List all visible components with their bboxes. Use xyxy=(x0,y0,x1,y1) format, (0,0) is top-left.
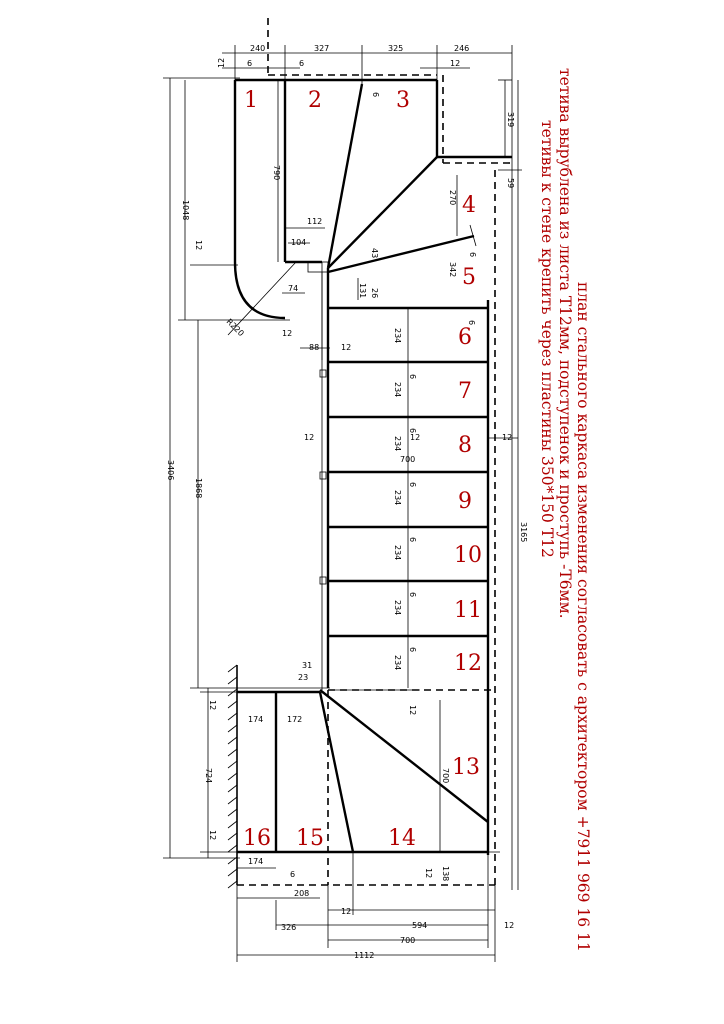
dim-label: 234 xyxy=(393,382,402,398)
dim-label: 6 xyxy=(299,59,305,68)
dim-label: 12 xyxy=(424,868,433,879)
dim-label: 790 xyxy=(272,165,281,181)
dim-label: 342 xyxy=(448,262,457,278)
step-number: 12 xyxy=(454,651,482,676)
step-number: 11 xyxy=(454,598,482,623)
step-numbers xyxy=(243,88,482,851)
dim-label: 172 xyxy=(287,715,303,724)
dim-label: 12 xyxy=(208,830,217,841)
dim-label: 234 xyxy=(393,655,402,671)
dim-label: 700 xyxy=(400,936,416,945)
post-plate xyxy=(308,262,328,272)
dim-label: 6 xyxy=(408,482,417,488)
dim-label: 138 xyxy=(441,866,450,882)
dim-label: 6 xyxy=(290,870,296,879)
dim-label: 234 xyxy=(393,600,402,616)
dim-label: 43 xyxy=(370,248,379,259)
dim-label: 1868 xyxy=(194,478,203,499)
step-number: 13 xyxy=(452,755,480,780)
wall-hatch xyxy=(228,665,237,888)
dim-label: 12 xyxy=(208,700,217,711)
dim-label: 31 xyxy=(302,661,313,670)
dim-label: 6 xyxy=(247,59,253,68)
step-number: 2 xyxy=(308,88,322,113)
dim-label: 208 xyxy=(294,889,310,898)
dim-label: 174 xyxy=(248,715,264,724)
dim-label: 234 xyxy=(393,436,402,452)
dim-label: 12 xyxy=(217,57,226,68)
dim-label: 12 xyxy=(502,433,513,442)
lower-landing-outline xyxy=(237,690,495,885)
dim-label: 88 xyxy=(309,343,320,352)
dim-label: 6 xyxy=(408,428,417,434)
dim-label: 112 xyxy=(307,217,323,226)
note-frame-plan: план стального каркаса изменения согласовать с архитектором +7911 969 16 11 xyxy=(574,282,592,952)
dim-label: 6 xyxy=(408,592,417,598)
step-number: 1 xyxy=(244,88,258,113)
step-number: 9 xyxy=(458,489,472,514)
step-number: 14 xyxy=(388,826,416,851)
dim-label: 12 xyxy=(194,240,203,251)
dim-label: 234 xyxy=(393,490,402,506)
dim-label: 6 xyxy=(468,252,477,258)
dim-label: 12 xyxy=(450,59,461,68)
dim-label: R220 xyxy=(224,317,246,339)
dim-label: 26 xyxy=(370,288,379,299)
note-wall-mounting: тетивы к стене крепить через пластины 350*150 Т12 xyxy=(538,120,556,558)
step-number: 8 xyxy=(458,433,472,458)
dim-label: 234 xyxy=(393,545,402,561)
step-number: 7 xyxy=(458,379,472,404)
dim-label: 724 xyxy=(204,768,213,784)
dim-label: 700 xyxy=(400,455,416,464)
dim-label: 3406 xyxy=(166,460,175,481)
dim-label: 174 xyxy=(248,857,264,866)
dim-label: 12 xyxy=(408,705,417,716)
dim-label: 1048 xyxy=(181,200,190,221)
dim-label: 12 xyxy=(341,343,352,352)
dim-label: 131 xyxy=(358,283,367,299)
winder-steps-top xyxy=(308,84,474,690)
dim-label: 6 xyxy=(408,374,417,380)
step-number: 10 xyxy=(454,543,482,568)
dim-label: 59 xyxy=(506,178,515,189)
dim-label: 12 xyxy=(304,433,315,442)
step-number: 6 xyxy=(458,325,472,350)
dim-label: 270 xyxy=(448,190,457,206)
dim-label: 319 xyxy=(506,112,515,128)
dim-label: 1112 xyxy=(354,951,375,960)
dim-label: 12 xyxy=(504,921,515,930)
step-number: 15 xyxy=(296,826,324,851)
dim-label: 12 xyxy=(410,433,421,442)
dim-label: 6 xyxy=(371,92,380,98)
dim-label: 594 xyxy=(412,921,428,930)
step-number: 4 xyxy=(462,193,476,218)
step-number: 5 xyxy=(462,265,476,290)
dim-label: 12 xyxy=(341,907,352,916)
dim-label: 6 xyxy=(408,537,417,543)
note-stringer-material: тетива вырублена из листа Т12мм, подступенок и проступь -Т6мм. xyxy=(556,68,574,619)
dim-label: 104 xyxy=(291,238,307,247)
step-number: 3 xyxy=(396,88,410,113)
dim-label: 234 xyxy=(393,328,402,344)
dim-label: 12 xyxy=(282,329,293,338)
dim-label: 326 xyxy=(281,923,297,932)
dim-label: 700 xyxy=(441,768,450,784)
dim-label: 325 xyxy=(388,44,404,53)
dim-label: 6 xyxy=(408,647,417,653)
dim-label: 74 xyxy=(288,284,299,293)
dim-label: 327 xyxy=(314,44,330,53)
step-number: 16 xyxy=(243,826,271,851)
dim-label: 3165 xyxy=(519,522,528,543)
dim-label: 240 xyxy=(250,44,266,53)
dim-label: 6 xyxy=(467,320,476,326)
dim-label: 23 xyxy=(298,673,309,682)
dim-label: 246 xyxy=(454,44,470,53)
